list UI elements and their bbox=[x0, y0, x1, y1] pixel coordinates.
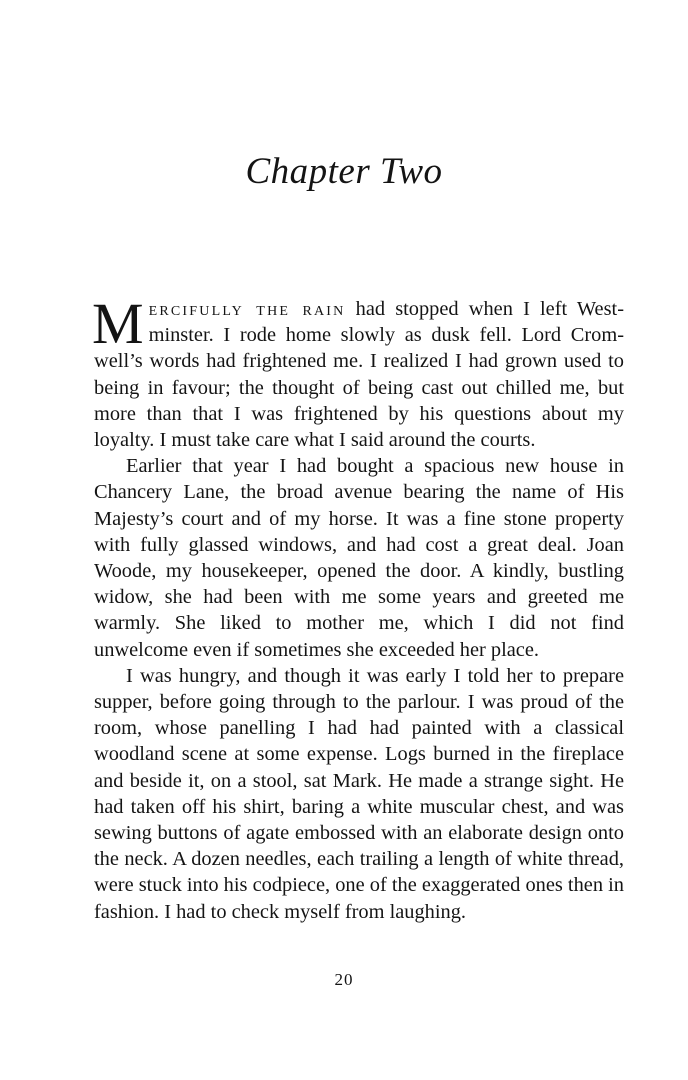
paragraph-2: Earlier that year I had bought a spacious new house in Chancery Lane, the broad avenue bearing the name of His Majesty’s court and of my horse. It was a fine stone property with fully glassed windows, and had cost a great deal. Joan Woode, my housekeeper, opened the door. A kindly, bustling widow, she had been with me some years and greeted me warmly. She liked to mother me, which I did not find unwelcome even if sometimes she exceeded her place. bbox=[94, 455, 624, 661]
page-number: 20 bbox=[334, 970, 354, 989]
drop-cap: M bbox=[92, 291, 144, 356]
chapter-title: Chapter Two bbox=[245, 151, 443, 192]
opening-small-caps: ercifully the rain bbox=[148, 298, 346, 320]
chapter-body bbox=[92, 291, 624, 925]
paragraph-1 bbox=[92, 291, 624, 453]
paragraph-1-text: had stopped when I left West‐minster. I rode home slowly as dusk fell. Lord Crom‐well’s words had frightened me. I realized I had grown used to being in favour; the thought of being cast out chilled me, but more than that I was frightened by his questions about my loyalty. I must take care what I said around the courts. bbox=[94, 298, 624, 452]
paragraph-3: I was hungry, and though it was early I told her to prepare supper, before going through to the parlour. I was proud of the room, whose panelling I had had painted with a classical woodland scene at some expense. Logs burned in the fireplace and beside it, on a stool, sat Mark. He made a strange sight. He had taken off his shirt, baring a white muscular chest, and was sewing buttons of agate embossed with an elaborate design onto the neck. A dozen needles, each trailing a length of white thread, were stuck into his codpiece, one of the exaggerated ones then in fashion. I had to check myself from laughing. bbox=[94, 664, 624, 923]
